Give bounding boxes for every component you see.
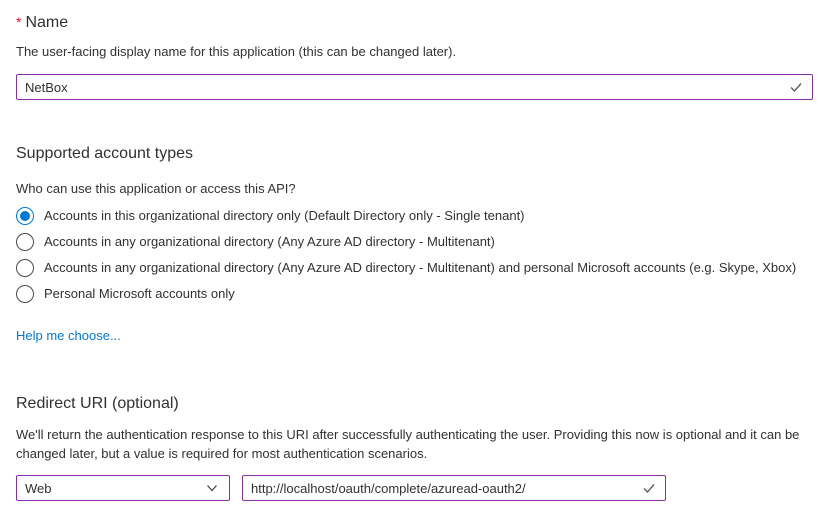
redirect-uri-description: We'll return the authentication response to this URI after successfully authenticating the user. Providing this now is optional and it can be changed later, but a value is required for most authentication scenarios. [16, 427, 800, 461]
required-asterisk: * [16, 14, 22, 30]
name-section-title [16, 12, 813, 33]
name-input-field [16, 74, 813, 100]
radio-button-icon[interactable] [16, 259, 34, 277]
redirect-uri-input-field [242, 475, 666, 501]
redirect-uri-input[interactable] [243, 476, 641, 500]
valid-checkmark-icon [641, 480, 657, 496]
radio-single-tenant[interactable] [16, 207, 813, 225]
radio-button-icon[interactable] [16, 233, 34, 251]
radio-label: Personal Microsoft accounts only [44, 286, 235, 301]
app-registration-form [0, 12, 829, 501]
name-input[interactable] [17, 75, 788, 99]
radio-multitenant[interactable] [16, 233, 813, 251]
radio-label: Accounts in any organizational directory (Any Azure AD directory - Multitenant) [44, 234, 495, 249]
platform-select-value: Web [25, 480, 52, 496]
platform-select[interactable] [16, 475, 230, 501]
redirect-uri-title: Redirect URI (optional) [16, 395, 179, 412]
redirect-uri-controls [16, 475, 813, 501]
name-description: The user-facing display name for this application (this can be changed later). [16, 44, 457, 59]
help-me-choose-link[interactable]: Help me choose... [16, 328, 121, 343]
radio-personal-only[interactable] [16, 285, 813, 303]
radio-multitenant-personal[interactable] [16, 259, 813, 277]
chevron-down-icon [205, 481, 219, 495]
account-types-title: Supported account types [16, 145, 194, 162]
radio-label: Accounts in any organizational directory (Any Azure AD directory - Multitenant) and personal Microsoft accounts (e.g. Skype, Xbox) [44, 260, 797, 275]
radio-button-icon[interactable] [16, 207, 34, 225]
radio-label: Accounts in this organizational directory only (Default Directory only - Single tenant) [44, 208, 525, 223]
radio-button-icon[interactable] [16, 285, 34, 303]
account-types-question: Who can use this application or access this API? [16, 181, 296, 196]
valid-checkmark-icon [788, 79, 804, 95]
name-title-text: Name [25, 14, 69, 31]
account-type-radio-group [16, 207, 813, 303]
